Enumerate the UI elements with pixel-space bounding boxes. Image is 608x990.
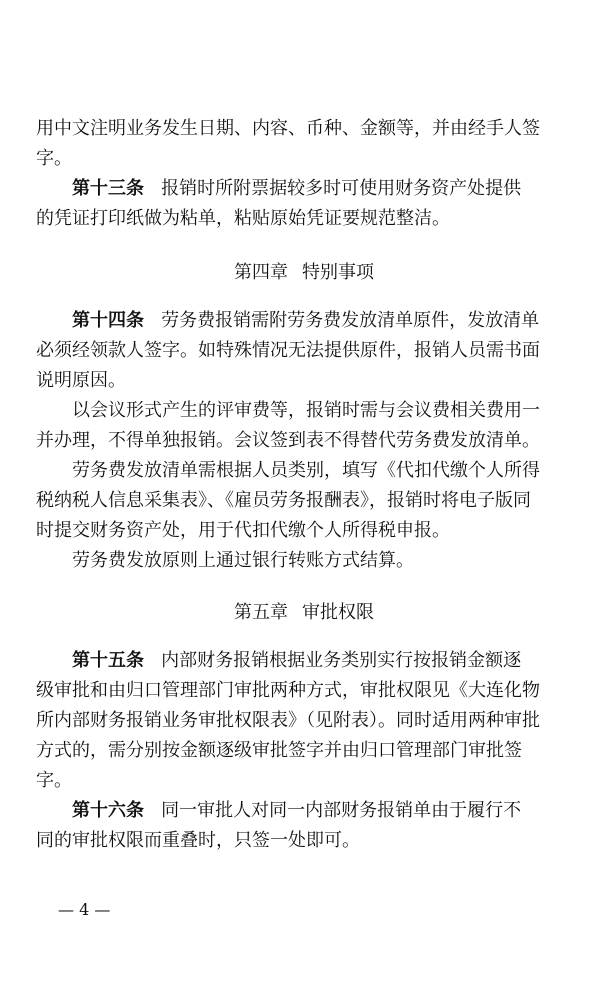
- body-line: 必须经领款人签字。如特殊情况无法提供原件，报销人员需书面: [36, 340, 540, 361]
- article-text: 劳务费报销需附劳务费发放清单原件，发放清单: [161, 310, 540, 331]
- chapter-4-heading: [0, 258, 608, 288]
- body-line: 劳务费发放原则上通过银行转账方式结算。: [72, 550, 414, 571]
- article-text: 同一审批人对同一内部财务报销单由于履行不: [161, 800, 522, 821]
- article-14: [72, 306, 608, 336]
- body-line: 的凭证打印纸做为粘单，粘贴原始凭证要规范整洁。: [36, 208, 450, 229]
- body-line: 所内部财务报销业务审批权限表》（见附表）。同时适用两种审批: [36, 710, 540, 731]
- body-line: 时提交财务资产处，用于代扣代缴个人所得税申报。: [36, 520, 450, 541]
- body-line: 级审批和由归口管理部门审批两种方式，审批权限见《大连化物: [36, 680, 540, 701]
- article-13: [72, 174, 608, 204]
- article-16: [72, 796, 608, 826]
- body-line: 并办理，不得单独报销。会议签到表不得替代劳务费发放清单。: [36, 430, 540, 451]
- article-label: 第十五条: [72, 650, 144, 671]
- chapter-title: 特别事项: [302, 262, 374, 283]
- article-label: 第十六条: [72, 800, 144, 821]
- article-text: 报销时所附票据较多时可使用财务资产处提供: [161, 178, 522, 199]
- chapter-number: 第四章: [234, 262, 288, 283]
- article-label: 第十三条: [72, 178, 144, 199]
- body-line: 字。: [36, 770, 72, 791]
- article-label: 第十四条: [72, 310, 144, 331]
- body-line: 同的审批权限而重叠时，只签一处即可。: [36, 830, 360, 851]
- body-line: 字。: [36, 148, 72, 169]
- body-line: 说明原因。: [36, 370, 126, 391]
- chapter-title: 审批权限: [302, 602, 374, 623]
- article-15: [72, 646, 608, 676]
- body-line: 劳务费发放清单需根据人员类别，填写《代扣代缴个人所得: [72, 460, 540, 481]
- body-line: 用中文注明业务发生日期、内容、币种、金额等，并由经手人签: [36, 118, 540, 139]
- chapter-number: 第五章: [234, 602, 288, 623]
- page-number: — 4 —: [58, 900, 111, 919]
- body-line: 方式的，需分别按金额逐级审批签字并由归口管理部门审批签: [36, 740, 522, 761]
- article-text: 内部财务报销根据业务类别实行按报销金额逐: [161, 650, 522, 671]
- body-line: 税纳税人信息采集表》、《雇员劳务报酬表》，报销时将电子版同: [36, 490, 531, 511]
- chapter-5-heading: [0, 598, 608, 628]
- body-line: 以会议形式产生的评审费等，报销时需与会议费相关费用一: [72, 400, 540, 421]
